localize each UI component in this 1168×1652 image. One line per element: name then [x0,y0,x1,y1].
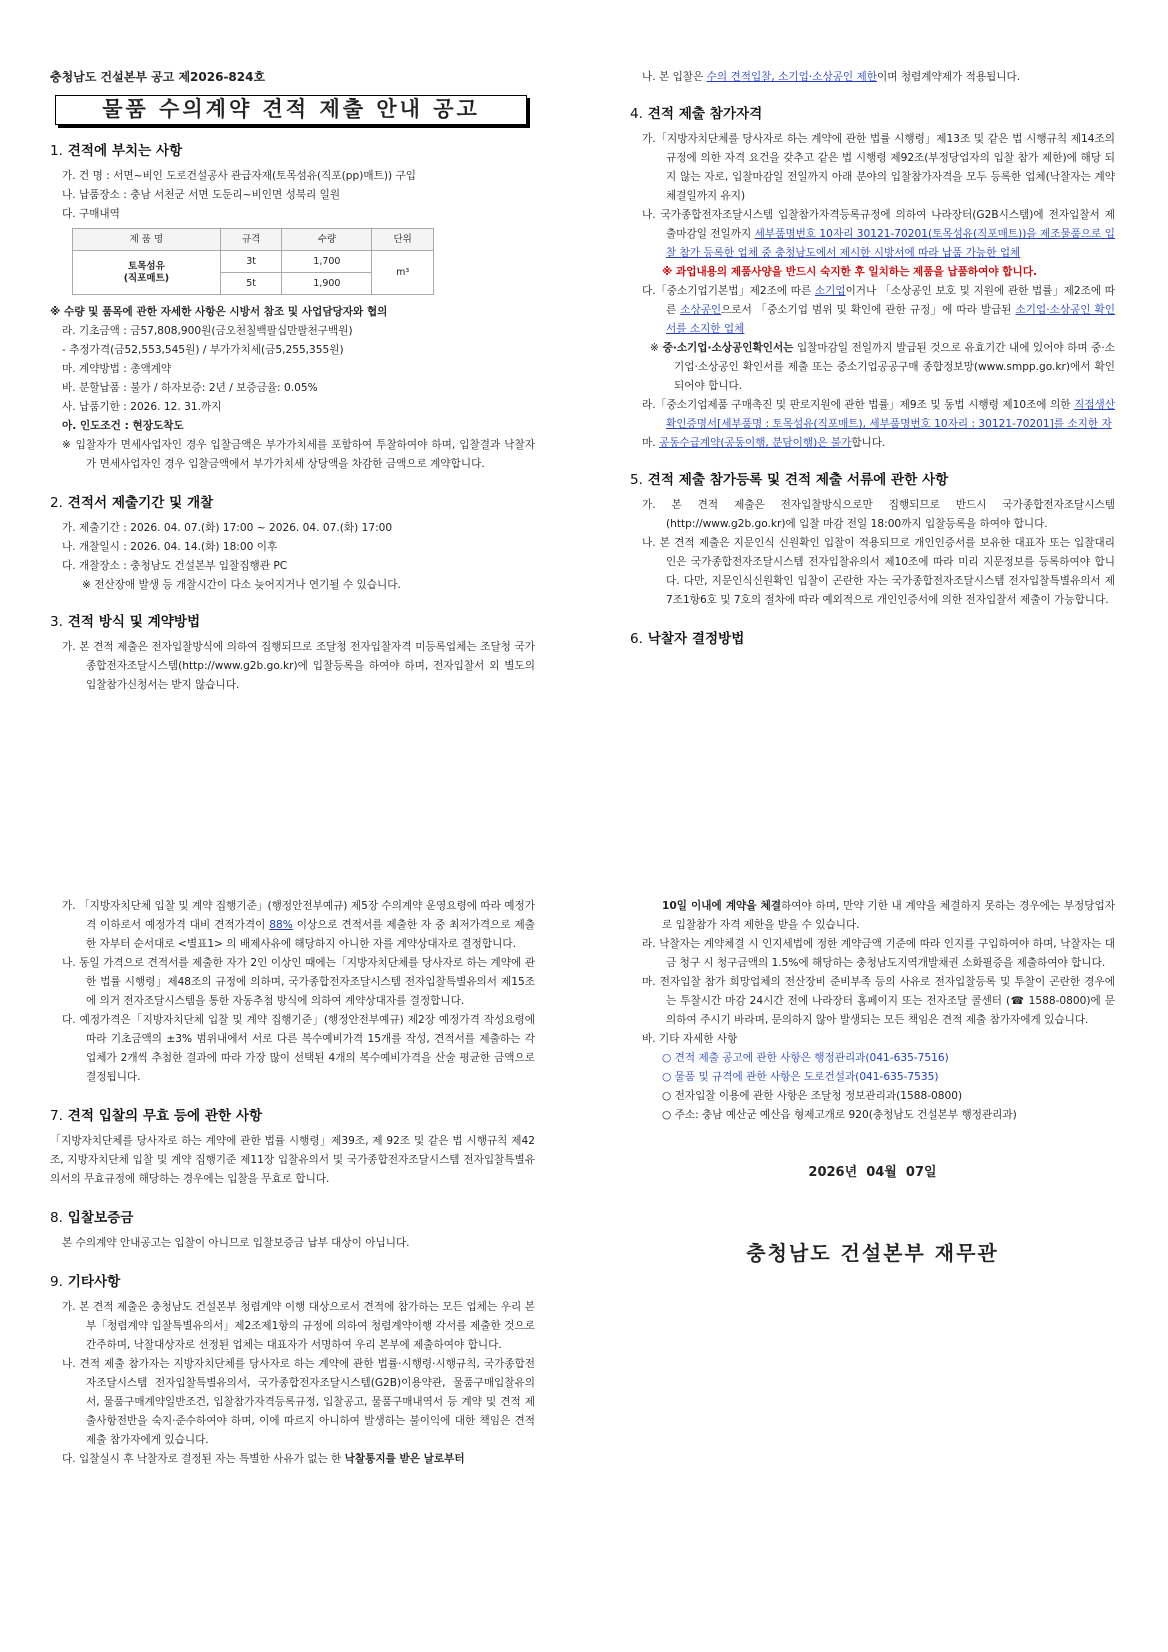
section-2-heading: 2. 견적서 제출기간 및 개찰 [50,495,214,511]
section-7-heading: 7. 견적 입찰의 무효 등에 관한 사항 [50,1108,263,1124]
s8-body: 본 수의계약 안내공고는 입찰이 아니므로 입찰보증금 납부 대상이 아닙니다. [62,1237,410,1249]
s4-na: 나. 국가종합전자조달시스템 입찰참가자격등록규정에 의하여 나라장터(G2B시스템)에 전자입찰서 제출마감일 전일까지 세부품명번호 10자리 30121-70201(토목섬유(직포매트))을 제조물품으로 입찰 참가 등록한 업체 중 충청남도에서 제시한 시방서에 따라 납품 가능한 업체 [642,209,1116,259]
table-header-row [73,229,434,251]
sign-date: 2026년 04월 07일 [808,1165,937,1180]
section-6-heading: 6. 낙찰자 결정방법 [630,631,745,647]
s1-a: 아. 인도조건 : 현장도착도 [62,420,184,432]
s9-da-cont: 10일 이내에 계약을 체결하여야 하며, 만약 기한 내 계약을 체결하지 못하는 경우에는 부정당업자로 입찰참가 자격 제한을 받을 수 있습니다. [662,900,1115,931]
s1-note: ※ 입찰자가 면세사업자인 경우 입찰금액은 부가가치세를 포함하여 투찰하여야 하며, 입찰결과 낙찰자가 면세사업자인 경우 입찰금액에서 부가가치세 상당액을 차감한 금액으로 계약합니다. [62,439,535,470]
s4-na-warning: ※ 과업내용의 제품사양을 반드시 숙지한 후 일치하는 제품을 납품하여야 합니다. [662,266,1037,278]
s2-ga: 가. 제출기간 : 2026. 04. 07.(화) 17:00 ~ 2026. 04. 07.(화) 17:00 [62,522,393,534]
s4-ra: 라.「중소기업제품 구매촉진 및 판로지원에 관한 법률」제9조 및 동법 시행령 제10조에 의한 직접생산확인증명서[세부품명 : 토목섬유(직포매트), 세부품명번호 10자리 : 30121-70201]를 소지한 자 [642,399,1115,430]
s9-ra: 라. 낙찰자는 계약체결 시 인지세법에 정한 계약금액 기준에 따라 인지를 구입하여야 하며, 낙찰자는 대금 청구 시 청구금액의 1.5%에 해당하는 충청남도지역개발채권 소화필증을 제출하여야 합니다. [642,938,1115,969]
s7-body: 「지방자치단체를 당사자로 하는 계약에 관한 법률 시행령」제39조, 제 92조 및 같은 법 시행규칙 제42조, 지방자치단체 입찰 및 계약 집행기준 제11장 입찰유의서 및 국가종합전자조달시스템 전자입찰특별유의서의 무효규정에 해당하는 경우에는 입찰을 무효로 합니다. [50,1135,535,1185]
r-top-na: 나. 본 입찰은 수의 견적입찰, 소기업·소상공인 제한이며 청렴계약제가 적용됩니다. [642,71,1021,83]
bottom-left-column [50,897,535,1469]
s4-da-note: ※ 중·소기업·소상공인확인서는 입찰마감일 전일까지 발급된 것으로 유효기간 내에 있어야 하며 중·소기업·소상공인 확인서를 제출 또는 중소기업공공구매 종합정보망(www.smpp.go.kr)에서 확인되어야 합니다. [650,342,1116,392]
s1-ga: 가. 건 명 : 서면~비인 도로건설공사 관급자재(토목섬유(직포(pp)매트)) 구입 [62,170,416,182]
table-header: 수량 [282,229,372,251]
s1-na: 나. 납품장소 : 충남 서천군 서면 도둔리~비인면 성북리 일원 [62,189,341,201]
table-header: 규격 [220,229,282,251]
s3-ga: 가. 본 견적 제출은 전자입찰방식에 의하여 집행되므로 조달청 전자입찰자격 미등록업체는 조달청 국가종합전자조달시스템(http://www.g2b.go.kr)에 입찰등록을 하여야 하며, 전자입찰서 외 별도의 입찰참가신청서는 받지 않습니다. [62,641,535,691]
qty-cell: 1,700 [282,251,372,273]
s9-ma: 마. 전자입찰 참가 희망업체의 전산장비 준비부족 등의 사유로 전자입찰등록 및 투찰이 곤란한 경우에는 투찰시간 마감 24시간 전에 나라장터 홈페이지 또는 전자조달 콜센터 (☎ 1588-0800)에 문의하여 주시기 바라며, 문의하지 않아 발생되는 모든 책임은 견적 제출 참가자에게 있습니다. [642,976,1115,1026]
contact-item: ○ 견적 제출 공고에 관한 사항은 행정관리과(041-635-7516) [662,1052,949,1064]
s6-ga: 가. 「지방자치단체 입찰 및 계약 집행기준」(행정안전부예규) 제5장 수의계약 운영요령에 따라 예정가격 이하로서 예정가격 대비 견적가격이 88% 이상으로 견적서를 제출한 자 중 최저가격으로 제출한 자부터 순서대로 <별표1> 의 배제사유에 해당하지 아니한 자를 계약상대자로 결정합니다. [62,900,535,950]
item-number-link: 세부품명번호 10자리 30121-70201(토목섬유(직포매트))을 제조물품으로 입찰 참가 등록한 업체 중 충청남도에서 제시한 시방서에 따라 납품 가능한 업체 [666,228,1116,259]
s9-ga: 가. 본 견적 제출은 충청남도 건설본부 청렴계약 이행 대상으로서 견적에 참가하는 모든 업체는 우리 본부「청렴계약 입찰특별유의서」제2조제1항의 규정에 의하여 청렴계약이행 각서를 제출한 것으로 간주하며, 낙찰대상자로 선정된 업체는 대표자가 서명하여 우리 본부에 제출하여야 합니다. [62,1301,535,1351]
s4-ga: 가.「지방자치단체를 당사자로 하는 계약에 관한 법률 시행령」제13조 및 같은 법 시행규칙 제14조의 규정에 의한 자격 요건을 갖추고 같은 법 시행령 제92조(부정당업자의 입찰 참가 제한)에 해당 되지 않는 자로, 입찰마감일 전일까지 아래 분야의 입찰참가자격을 모두 등록한 업체(낙찰자는 계약체결일까지 유지) [642,133,1115,202]
page-title: 물품 수의계약 견적 제출 안내 공고 [55,95,527,125]
s1-ma: 마. 계약방법 : 총액계약 [62,363,172,375]
section-8-heading: 8. 입찰보증금 [50,1210,134,1226]
qty-cell: 1,900 [282,273,372,295]
s1-sa: 사. 납품기한 : 2026. 12. 31.까지 [62,401,222,413]
notice-number: 충청남도 건설본부 공고 제2026-824호 [50,70,266,84]
s5-na: 나. 본 견적 제출은 지문인식 신원확인 입찰이 적용되므로 개인인증서를 보유한 대표자 또는 입찰대리인은 국가종합전자조달시스템 전자입찰유의서 제10조에 따라 미리 지문정보를 등록하여야 합니다. 다만, 지문인식신원확인 입찰이 곤란한 자는 국가종합전자조달시스템 전자입찰특별유의서 제7조1항6호 및 7호의 절차에 따라 예외적으로 개인인증서에 의한 전자입찰서 제출이 가능합니다. [642,537,1115,606]
section-1-heading: 1. 견적에 부치는 사항 [50,143,183,159]
spec-cell: 5t [220,273,282,295]
s9-ba: 바. 기타 자세한 사항 [642,1033,738,1045]
s1-star-note: ※ 수량 및 품목에 관한 자세한 사항은 시방서 참조 및 사업담당자와 협의 [50,306,388,318]
top-left-column [50,68,535,695]
s2-da: 다. 개찰장소 : 충청남도 건설본부 입찰집행관 PC [62,560,288,572]
s4-ma: 마. 공동수급계약(공동이행, 분담이행)은 불가합니다. [642,437,886,449]
product-name-cell: 토목섬유 (직포매트) [73,251,221,295]
s6-na: 나. 동일 가격으로 견적서를 제출한 자가 2인 이상인 때에는「지방자치단체를 당사자로 하는 계약에 관한 법률 시행령」제48조의 규정에 의하며, 국가종합전자조달시스템 전자입찰특별유의서 제15조에 의거 전자조달시스템을 통한 자동추첨 방식에 의하여 계약상대자를 결정합니다. [62,957,535,1007]
table-row [73,251,434,273]
contact-item: ○ 물품 및 규격에 관한 사항은 도로건설과(041-635-7535) [662,1071,939,1083]
s1-ra: 라. 기초금액 : 금57,808,900원(금오천칠백팔십만팔천구백원) [62,325,353,337]
bottom-right-column [630,897,1115,1263]
s5-ga: 가. 본 견적 제출은 전자입찰방식으로만 집행되므로 반드시 국가종합전자조달시스템(http://www.g2b.go.kr)에 입찰 마감 전일 18:00까지 입찰등록을 하여야 합니다. [642,499,1115,530]
section-5-heading: 5. 견적 제출 참가등록 및 견적 제출 서류에 관한 사항 [630,472,949,488]
s9-na: 나. 견적 제출 참가자는 지방자치단체를 당사자로 하는 계약에 관한 법률·시행령·시행규칙, 국가종합전자조달시스템 전자입찰특별유의서, 국가종합전자조달시스템(G2B)이용약관, 물품구매입찰유의서, 물품구매계약일반조건, 입찰참가자격등록규정, 입찰공고, 물품구매내역서 등 계약 및 견적 제출사항전반을 숙지·준수하여야 하며, 이에 따르지 아니하여 발생하는 불이익에 대한 책임은 견적 제출 참가자에게 있습니다. [62,1358,535,1446]
sign-organization: 충청남도 건설본부 재무관 [746,1241,999,1265]
s9-da: 다. 입찰실시 후 낙찰자로 결정된 자는 특별한 사유가 없는 한 낙찰통지를 받은 날로부터 [62,1453,465,1465]
table-header: 제 품 명 [73,229,221,251]
s1-ba: 바. 분할납품 : 불가 / 하자보증: 2년 / 보증금율: 0.05% [62,382,318,394]
table-header: 단위 [372,229,434,251]
contact-item: ○ 주소: 충남 예산군 예산읍 형제고개로 920(충청남도 건설본부 행정관리과) [662,1109,1017,1121]
purchase-table [72,228,434,295]
s6-da: 다. 예정가격은「지방자치단체 입찰 및 계약 집행기준」(행정안전부예규) 제2장 예정가격 작성요령에 따라 기초금액의 ±3% 범위내에서 서로 다른 복수예비가격 15개를 작성, 견적서를 제출하는 각 업체가 2개씩 추첨한 결과에 따라 가장 많이 선택된 4개의 복수예비가격을 산술 평균한 금액으로 결정됩니다. [62,1014,535,1083]
contact-item: ○ 전자입찰 이용에 관한 사항은 조달청 정보관리과(1588-0800) [662,1090,963,1102]
s1-da: 다. 구매내역 [62,208,120,220]
top-right-column [630,68,1115,655]
section-9-heading: 9. 기타사항 [50,1274,121,1290]
s4-da: 다.「중소기업기본법」제2조에 따른 소기업이거나 「소상공인 보호 및 지원에 관한 법률」제2조에 따른 소상공인으로서 「중소기업 범위 및 확인에 관한 규정」에 따라 발급된 소기업·소상공인 확인서를 소지한 업체 [642,285,1115,335]
s1-ra2: - 추정가격(금52,553,545원) / 부가가치세(금5,255,355원) [62,344,344,356]
section-3-heading: 3. 견적 방식 및 계약방법 [50,614,201,630]
unit-cell: m³ [372,251,434,295]
bid-type-link: 수의 견적입찰, 소기업·소상공인 제한 [706,71,877,83]
s2-note: ※ 전산장애 발생 등 개찰시간이 다소 늦어지거나 연기될 수 있습니다. [82,579,401,591]
s2-na: 나. 개찰일시 : 2026. 04. 14.(화) 18:00 이후 [62,541,278,553]
section-4-heading: 4. 견적 제출 참가자격 [630,106,763,122]
spec-cell: 3t [220,251,282,273]
